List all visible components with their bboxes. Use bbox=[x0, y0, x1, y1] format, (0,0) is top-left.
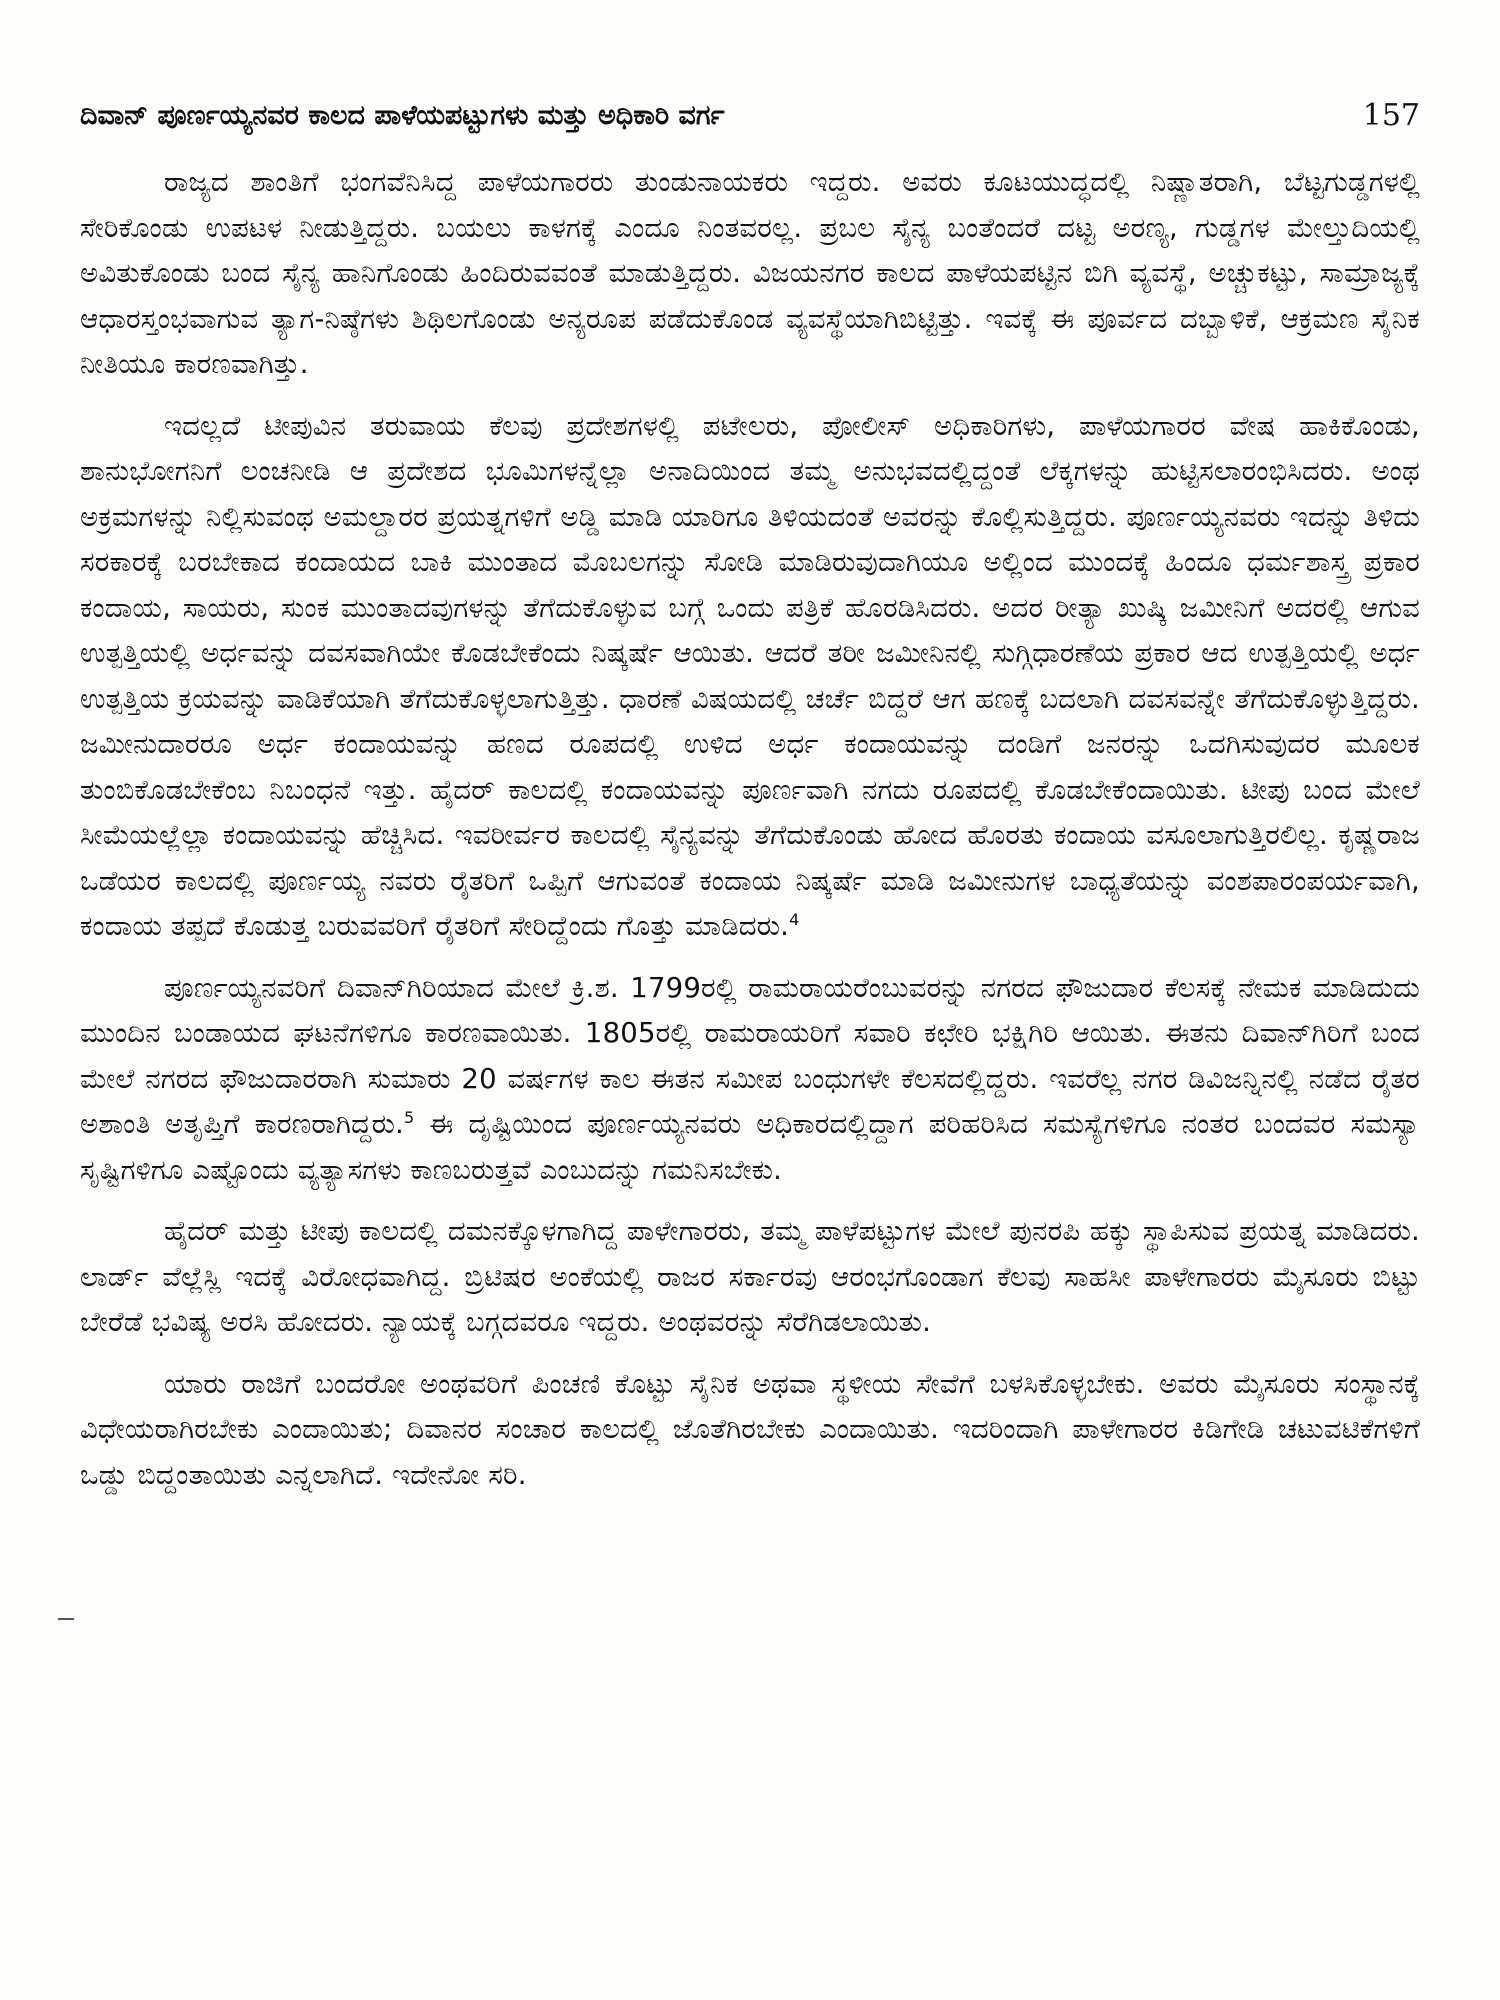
footnote-marker-5: 5 bbox=[404, 1107, 415, 1127]
footnote-marker-4: 4 bbox=[789, 909, 800, 929]
paragraph-3-text-continued: ಈ ದೃಷ್ಟಿಯಿಂದ ಪೂರ್ಣಯ್ಯನವರು ಅಧಿಕಾರದಲ್ಲಿದ್ದಾಗ ಪರಿಹರಿಸಿದ ಸಮಸ್ಯೆಗಳಿಗೂ ನಂತರ ಬಂದವರ ಸಮಸ್ಯಾ ಸೃಷ್ಟಿಗಳಿಗೂ ಎಷ್ಟೊಂದು ವ್ಯತ್ಯಾಸಗಳು ಕಾಣಬರುತ್ತವೆ ಎಂಬುದನ್ನು ಗಮನಿಸಬೇಕು. bbox=[80, 1108, 1420, 1186]
body-text bbox=[80, 160, 1420, 1514]
page-number: 157 bbox=[1362, 98, 1420, 133]
paragraph-1 bbox=[80, 160, 1420, 388]
paragraph-3-text: ಪೂರ್ಣಯ್ಯನವರಿಗೆ ದಿವಾನ್‌ಗಿರಿಯಾದ ಮೇಲೆ ಕ್ರಿ.ಶ. 1799ರಲ್ಲಿ ರಾಮರಾಯರೆಂಬುವರನ್ನು ನಗರದ ಫೌಜುದಾರ ಕೆಲಸಕ್ಕೆ ನೇಮಕ ಮಾಡಿದುದು ಮುಂದಿನ ಬಂಡಾಯದ ಘಟನೆಗಳಿಗೂ ಕಾರಣವಾಯಿತು. 1805ರಲ್ಲಿ ರಾಮರಾಯರಿಗೆ ಸವಾರಿ ಕಛೇರಿ ಭಕ್ಷಿಗಿರಿ ಆಯಿತು. ಈತನು ದಿವಾನ್‌ಗಿರಿಗೆ ಬಂದ ಮೇಲೆ ನಗರದ ಫೌಜುದಾರರಾಗಿ ಸುಮಾರು 20 ವರ್ಷಗಳ ಕಾಲ ಈತನ ಸಮೀಪ ಬಂಧುಗಳೇ ಕೆಲಸದಲ್ಲಿದ್ದರು. ಇವರೆಲ್ಲ ನಗರ ಡಿವಿಜನ್ನಿನಲ್ಲಿ ನಡೆದ ರೈತರ ಅಶಾಂತಿ ಅತೃಪ್ತಿಗೆ ಕಾರಣರಾಗಿದ್ದರು. bbox=[80, 971, 1420, 1140]
paragraph-4 bbox=[80, 1209, 1420, 1346]
paragraph-3 bbox=[80, 966, 1420, 1194]
paragraph-5 bbox=[80, 1362, 1420, 1499]
paragraph-2-text: ಇದಲ್ಲದೆ ಟೀಪುವಿನ ತರುವಾಯ ಕೆಲವು ಪ್ರದೇಶಗಳಲ್ಲಿ ಪಟೇಲರು, ಪೋಲೀಸ್ ಅಧಿಕಾರಿಗಳು, ಪಾಳೆಯಗಾರರ ವೇಷ ಹಾಕಿಕೊಂಡು, ಶಾನುಭೋಗನಿಗೆ ಲಂಚನೀಡಿ ಆ ಪ್ರದೇಶದ ಭೂಮಿಗಳನ್ನೆಲ್ಲಾ ಅನಾದಿಯಿಂದ ತಮ್ಮ ಅನುಭವದಲ್ಲಿದ್ದಂತೆ ಲೆಕ್ಕಗಳನ್ನು ಹುಟ್ಟಿಸಲಾರಂಭಿಸಿದರು. ಅಂಥ ಅಕ್ರಮಗಳನ್ನು ನಿಲ್ಲಿಸುವಂಥ ಅಮಲ್ದಾರರ ಪ್ರಯತ್ನಗಳಿಗೆ ಅಡ್ಡಿ ಮಾಡಿ ಯಾರಿಗೂ ತಿಳಿಯದಂತೆ ಅವರನ್ನು ಕೊಲ್ಲಿಸುತ್ತಿದ್ದರು. ಪೂರ್ಣಯ್ಯನವರು ಇದನ್ನು ತಿಳಿದು ಸರಕಾರಕ್ಕೆ ಬರಬೇಕಾದ ಕಂದಾಯದ ಬಾಕಿ ಮುಂತಾದ ಮೊಬಲಗನ್ನು ಸೋಡಿ ಮಾಡಿರುವುದಾಗಿಯೂ ಅಲ್ಲಿಂದ ಮುಂದಕ್ಕೆ ಹಿಂದೂ ಧರ್ಮಶಾಸ್ತ್ರ ಪ್ರಕಾರ ಕಂದಾಯ, ಸಾಯರು, ಸುಂಕ ಮುಂತಾದವುಗಳನ್ನು ತೆಗೆದುಕೊಳ್ಳುವ ಬಗ್ಗೆ ಒಂದು ಪತ್ರಿಕೆ ಹೊರಡಿಸಿದರು. ಅದರ ರೀತ್ಯಾ ಖುಷ್ಕಿ ಜಮೀನಿಗೆ ಅದರಲ್ಲಿ ಆಗುವ ಉತ್ಪತ್ತಿಯಲ್ಲಿ ಅರ್ಧವನ್ನು ದವಸವಾಗಿಯೇ ಕೊಡಬೇಕೆಂದು ನಿಷ್ಕರ್ಷೆ ಆಯಿತು. ಆದರೆ ತರೀ ಜಮೀನಿನಲ್ಲಿ ಸುಗ್ಗಿಧಾರಣೆಯ ಪ್ರಕಾರ ಆದ ಉತ್ಪತ್ತಿಯಲ್ಲಿ ಅರ್ಧ ಉತ್ಪತ್ತಿಯ ಕ್ರಯವನ್ನು ವಾಡಿಕೆಯಾಗಿ ತೆಗೆದುಕೊಳ್ಳಲಾಗುತ್ತಿತ್ತು. ಧಾರಣೆ ವಿಷಯದಲ್ಲಿ ಚರ್ಚೆ ಬಿದ್ದರೆ ಆಗ ಹಣಕ್ಕೆ ಬದಲಾಗಿ ದವಸವನ್ನೇ ತೆಗೆದುಕೊಳ್ಳುತ್ತಿದ್ದರು. ಜಮೀನುದಾರರೂ ಅರ್ಧ ಕಂದಾಯವನ್ನು ಹಣದ ರೂಪದಲ್ಲಿ ಉಳಿದ ಅರ್ಧ ಕಂದಾಯವನ್ನು ದಂಡಿಗೆ ಜನರನ್ನು ಒದಗಿಸುವುದರ ಮೂಲಕ ತುಂಬಿಕೊಡಬೇಕೆಂಬ ನಿಬಂಧನೆ ಇತ್ತು. ಹೈದರ್ ಕಾಲದಲ್ಲಿ ಕಂದಾಯವನ್ನು ಪೂರ್ಣವಾಗಿ ನಗದು ರೂಪದಲ್ಲಿ ಕೊಡಬೇಕೆಂದಾಯಿತು. ಟೀಪು ಬಂದ ಮೇಲೆ ಸೀಮೆಯಲ್ಲೆಲ್ಲಾ ಕಂದಾಯವನ್ನು ಹೆಚ್ಚಿಸಿದ. ಇವರೀರ್ವರ ಕಾಲದಲ್ಲಿ ಸೈನ್ಯವನ್ನು ತೆಗೆದುಕೊಂಡು ಹೋದ ಹೊರತು ಕಂದಾಯ ವಸೂಲಾಗುತ್ತಿರಲಿಲ್ಲ. ಕೃಷ್ಣರಾಜ ಒಡೆಯರ ಕಾಲದಲ್ಲಿ ಪೂರ್ಣಯ್ಯ ನವರು ರೈತರಿಗೆ ಒಪ್ಪಿಗೆ ಆಗುವಂತೆ ಕಂದಾಯ ನಿಷ್ಕರ್ಷೆ ಮಾಡಿ ಜಮೀನುಗಳ ಬಾಧ್ಯತೆಯನ್ನು ವಂಶಪಾರಂಪರ್ಯವಾಗಿ, ಕಂದಾಯ ತಪ್ಪದೆ ಕೊಡುತ್ತ ಬರುವವರಿಗೆ ರೈತರಿಗೆ ಸೇರಿದ್ದೆಂದು ಗೊತ್ತು ಮಾಡಿದರು. bbox=[80, 409, 1420, 942]
running-header bbox=[80, 96, 1420, 136]
running-title: ದಿವಾನ್ ಪೂರ್ಣಯ್ಯನವರ ಕಾಲದ ಪಾಳೆಯಪಟ್ಟುಗಳು ಮತ್ತು ಅಧಿಕಾರಿ ವರ್ಗ bbox=[80, 100, 725, 131]
scan-mark bbox=[58, 1618, 74, 1620]
paragraph-5-text: ಯಾರು ರಾಜಿಗೆ ಬಂದರೋ ಅಂಥವರಿಗೆ ಪಿಂಚಣಿ ಕೊಟ್ಟು ಸೈನಿಕ ಅಥವಾ ಸ್ಥಳೀಯ ಸೇವೆಗೆ ಬಳಸಿಕೊಳ್ಳಬೇಕು. ಅವರು ಮೈಸೂರು ಸಂಸ್ಥಾನಕ್ಕೆ ವಿಧೇಯರಾಗಿರಬೇಕು ಎಂದಾಯಿತು; ದಿವಾನರ ಸಂಚಾರ ಕಾಲದಲ್ಲಿ ಜೊತೆಗಿರಬೇಕು ಎಂದಾಯಿತು. ಇದರಿಂದಾಗಿ ಪಾಳೇಗಾರರ ಕಿಡಿಗೇಡಿ ಚಟುವಟಿಕೆಗಳಿಗೆ ಒಡ್ಡು ಬಿದ್ದಂತಾಯಿತು ಎನ್ನಲಾಗಿದೆ. ಇದೇನೋ ಸರಿ. bbox=[80, 1367, 1420, 1491]
paragraph-4-text: ಹೈದರ್ ಮತ್ತು ಟೀಪು ಕಾಲದಲ್ಲಿ ದಮನಕ್ಕೊಳಗಾಗಿದ್ದ ಪಾಳೇಗಾರರು, ತಮ್ಮ ಪಾಳೆಪಟ್ಟುಗಳ ಮೇಲೆ ಪುನರಪಿ ಹಕ್ಕು ಸ್ಥಾಪಿಸುವ ಪ್ರಯತ್ನ ಮಾಡಿದರು. ಲಾರ್ಡ್ ವೆಲ್ಲೆಸ್ಲಿ ಇದಕ್ಕೆ ವಿರೋಧವಾಗಿದ್ದ. ಬ್ರಿಟಿಷರ ಅಂಕೆಯಲ್ಲಿ ರಾಜರ ಸರ್ಕಾರವು ಆರಂಭಗೊಂಡಾಗ ಕೆಲವು ಸಾಹಸೀ ಪಾಳೇಗಾರರು ಮೈಸೂರು ಬಿಟ್ಟು ಬೇರೆಡೆ ಭವಿಷ್ಯ ಅರಸಿ ಹೋದರು. ನ್ಯಾಯಕ್ಕೆ ಬಗ್ಗದವರೂ ಇದ್ದರು. ಅಂಥವರನ್ನು ಸೆರೆಗಿಡಲಾಯಿತು. bbox=[80, 1215, 1420, 1338]
paragraph-1-text: ರಾಜ್ಯದ ಶಾಂತಿಗೆ ಭಂಗವೆನಿಸಿದ್ದ ಪಾಳೆಯಗಾರರು ತುಂಡುನಾಯಕರು ಇದ್ದರು. ಅವರು ಕೂಟಯುದ್ಧದಲ್ಲಿ ನಿಷ್ಣಾತರಾಗಿ, ಬೆಟ್ಟಗುಡ್ಡಗಳಲ್ಲಿ ಸೇರಿಕೊಂಡು ಉಪಟಳ ನೀಡುತ್ತಿದ್ದರು. ಬಯಲು ಕಾಳಗಕ್ಕೆ ಎಂದೂ ನಿಂತವರಲ್ಲ. ಪ್ರಬಲ ಸೈನ್ಯ ಬಂತೆಂದರೆ ದಟ್ಟ ಅರಣ್ಯ, ಗುಡ್ಡಗಳ ಮೇಲ್ತುದಿಯಲ್ಲಿ ಅವಿತುಕೊಂಡು ಬಂದ ಸೈನ್ಯ ಹಾನಿಗೊಂಡು ಹಿಂದಿರುವವಂತೆ ಮಾಡುತ್ತಿದ್ದರು. ವಿಜಯನಗರ ಕಾಲದ ಪಾಳೆಯಪಟ್ಟಿನ ಬಿಗಿ ವ್ಯವಸ್ಥೆ, ಅಚ್ಚುಕಟ್ಟು, ಸಾಮ್ರಾಜ್ಯಕ್ಕೆ ಆಧಾರಸ್ತಂಭವಾಗುವ ತ್ಯಾಗ-ನಿಷ್ಠೆಗಳು ಶಿಥಿಲಗೊಂಡು ಅನ್ಯರೂಪ ಪಡೆದುಕೊಂಡ ವ್ಯವಸ್ಥೆಯಾಗಿಬಿಟ್ಟಿತ್ತು. ಇವಕ್ಕೆ ಈ ಪೂರ್ವದ ದಬ್ಬಾಳಿಕೆ, ಆಕ್ರಮಣ ಸೈನಿಕ ನೀತಿಯೂ ಕಾರಣವಾಗಿತ್ತು. bbox=[80, 166, 1420, 380]
paragraph-2 bbox=[80, 404, 1420, 950]
